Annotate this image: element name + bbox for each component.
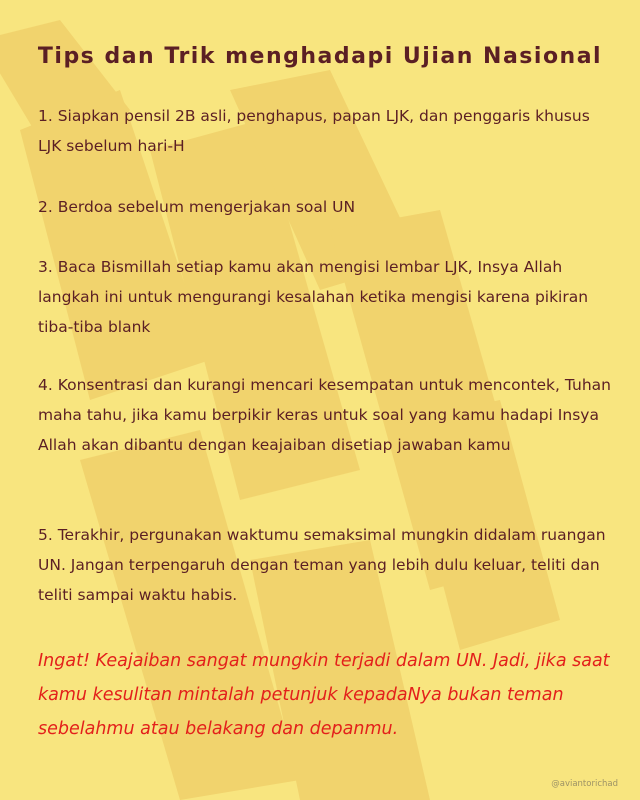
author-watermark: @aviantorichad	[551, 779, 618, 789]
tip-item-1: 1. Siapkan pensil 2B asli, penghapus, papan LJK, dan penggaris khusus LJK sebelum hari-H	[38, 107, 590, 155]
tip-item-3: 3. Baca Bismillah setiap kamu akan mengisi lembar LJK, Insya Allah langkah ini untuk mengurangi kesalahan ketika mengisi karena pikiran tiba-tiba blank	[38, 258, 589, 336]
tip-item-4: 4. Konsentrasi dan kurangi mencari kesempatan untuk mencontek, Tuhan maha tahu, jika kamu berpikir keras untuk soal yang kamu hadapi Insya Allah akan dibantu dengan keajaiban disetiap jawaban kamu	[38, 376, 611, 454]
page-title: Tips dan Trik menghadapi Ujian Nasional	[37, 44, 603, 69]
tip-item-2: 2. Berdoa sebelum mengerjakan soal UN	[38, 198, 356, 216]
reminder-text: Ingat! Keajaiban sangat mungkin terjadi dalam UN. Jadi, jika saat kamu kesulitan mintalah petunjuk kepadaNya bukan teman sebelahmu atau belakang dan depanmu.	[38, 651, 610, 739]
tip-item-5: 5. Terakhir, pergunakan waktumu semaksimal mungkin didalam ruangan UN. Jangan terpengaruh dengan teman yang lebih dulu keluar, teliti dan teliti sampai waktu habis.	[38, 526, 606, 604]
